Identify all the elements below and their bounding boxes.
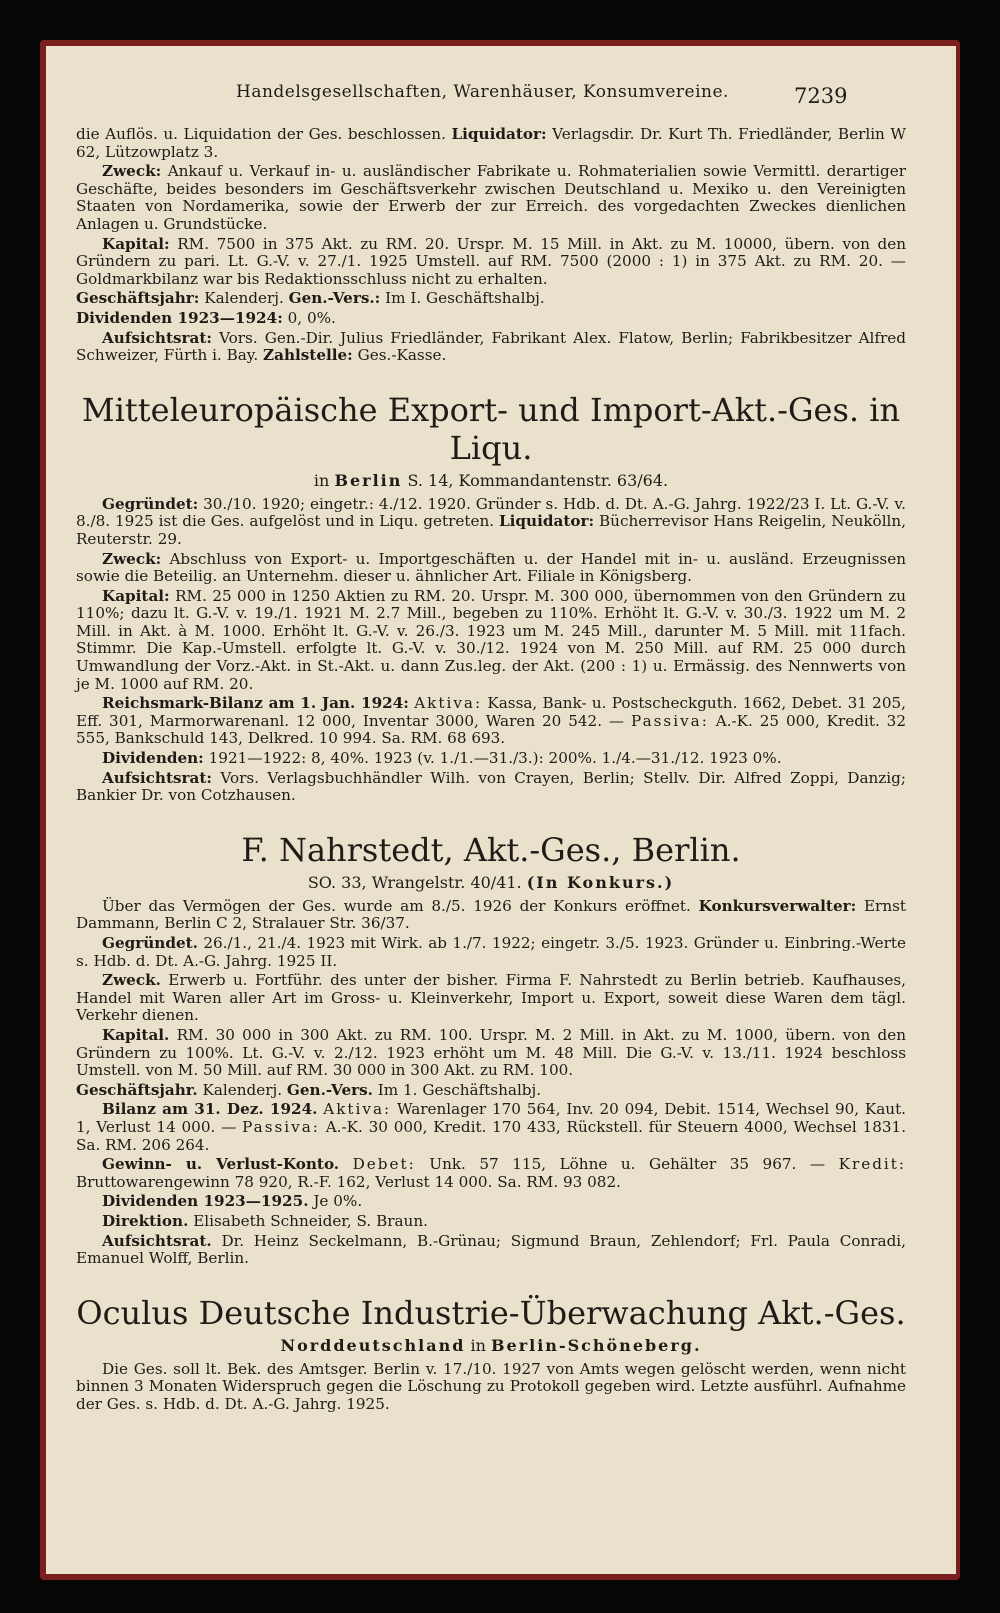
entry-nahrstedt xyxy=(76,831,906,1268)
book-page xyxy=(46,46,956,1574)
geschaeftsjahr-paragraph xyxy=(76,290,906,308)
zweck-paragraph xyxy=(76,163,906,233)
company-title: F. Nahrstedt, Akt.-Ges., Berlin. xyxy=(241,830,741,869)
address-in: in xyxy=(313,470,330,490)
bilanz-label: Reichsmark-Bilanz am 1. Jan. 1924: xyxy=(102,694,409,713)
debet-text: Unk. 57 115, Löhne u. Gehälter 35 967. — xyxy=(429,1155,826,1174)
gegruendet-label: Gegründet: xyxy=(102,494,199,513)
aktiva-text: Warenlager 170 564, Inv. 20 094, Debit. 1514, Wechsel 90, Kaut. 1, Verlust 14 000. — xyxy=(76,1100,907,1136)
kapital-label: Kapital. xyxy=(102,1025,170,1044)
aufsichtsrat-paragraph xyxy=(76,1233,906,1268)
entry-mitteleuropaeische xyxy=(76,391,906,805)
passiva-text: A.-K. 25 000, Kredit. 32 555, Bankschuld 143, Delkred. 10 994. Sa. RM. 68 693. xyxy=(76,711,907,748)
aufsichtsrat-text: Vors. Gen.-Dir. Julius Friedländer, Fabrikant Alex. Flatow, Berlin; Fabrikbesitzer Alfred Schweizer, Fürth i. Bay. xyxy=(76,328,907,365)
guv-paragraph xyxy=(76,1156,906,1191)
page-header xyxy=(46,82,956,112)
zweck-text: Erwerb u. Fortführ. des unter der bisher. Firma F. Nahrstedt zu Berlin betrieb. Kaufhauses, Handel mit Waren aller Art im Gross- u. Kleinverkehr, Import u. Export, soweit diese Waren dem tägl. Verkehr dienen. xyxy=(76,971,906,1025)
konkurs-paragraph xyxy=(76,898,906,933)
aktiva-text: Kassa, Bank- u. Postscheckguth. 1662, Debet. 31 205, Eff. 301, Marmorwarenanl. 12 000, Inventar 3000, Waren 20 542. — xyxy=(76,694,906,730)
company-title: Oculus Deutsche Industrie-Überwachung Akt.-Ges. xyxy=(76,1293,906,1332)
aufsichtsrat-paragraph xyxy=(76,770,906,805)
dividenden-text: 1921—1922: 8, 40%. 1923 (v. 1./1.—31./3.): 200%. 1./4.—31./12. 1923 0%. xyxy=(208,749,782,768)
kapital-label: Kapital: xyxy=(102,586,170,605)
liquidator-label: Liquidator: xyxy=(451,125,547,143)
direktion-paragraph xyxy=(76,1213,906,1231)
bilanz-label: Bilanz am 31. Dez. 1924. xyxy=(102,1100,318,1119)
zweck-text: Ankauf u. Verkauf in- u. ausländischer Fabrikate u. Rohmaterialien sowie Vermittl. derartiger Geschäfte, beides besonders im Geschäftsverkehr zwischen Deutschland u. Mexiko u. den Vereinigten Staaten von Nordamerika, sowie der Erwerb der zur Erreich. des vorgedachten Zweckes dienlichen Anlagen u. Grundstücke. xyxy=(76,162,906,233)
address-region: Norddeutschland xyxy=(280,1335,466,1355)
company-title: Mitteleuropäische Export- und Import-Akt.-Ges. in Liqu. xyxy=(81,390,901,467)
gegruendet-label: Gegründet. xyxy=(102,934,198,952)
dividenden-paragraph xyxy=(76,310,906,328)
konkursverwalter-label: Konkursverwalter: xyxy=(698,896,857,915)
entry-continued xyxy=(76,126,906,365)
aufsichtsrat-label: Aufsichtsrat: xyxy=(102,768,212,787)
zweck-label: Zweck: xyxy=(102,162,162,181)
geschaeftsjahr-label: Geschäftsjahr: xyxy=(76,289,200,308)
address-in: in xyxy=(470,1335,486,1355)
company-address xyxy=(76,1336,906,1355)
kapital-paragraph xyxy=(76,1027,906,1080)
kapital-text: RM. 7500 in 375 Akt. zu RM. 20. Urspr. M. 15 Mill. in Akt. zu M. 10000, übern. von den Gründern zu pari. Lt. G.-V. v. 27./1. 1925 Umstell. auf RM. 7500 (2000 : 1) in 375 Akt. zu RM. 20. — Goldmarkbilanz war bis Redaktionsschluss nicht zu erhalten. xyxy=(76,234,907,288)
dividenden-paragraph xyxy=(76,1193,906,1211)
geschaeftsjahr-text: Kalenderj. xyxy=(204,289,284,308)
company-address xyxy=(76,471,906,490)
zweck-text: Abschluss von Export- u. Importgeschäften u. der Handel mit in- u. ausländ. Erzeugnissen sowie die Beteilig. an Unternehm. dieser u. ähnlicher Art. Filiale in Königsberg. xyxy=(76,549,906,586)
liquidator-text: Bücherrevisor Hans Reigelin, Neukölln, Reuterstr. 29. xyxy=(76,512,907,548)
geschaeftsjahr-label: Geschäftsjahr. xyxy=(76,1080,198,1099)
bilanz-paragraph xyxy=(76,1101,906,1154)
zweck-paragraph xyxy=(76,551,906,586)
page-number: 7239 xyxy=(794,84,848,108)
gegruendet-paragraph xyxy=(76,496,906,549)
geschaeftsjahr-text: Kalenderj. xyxy=(202,1080,283,1099)
dividenden-text: 0, 0%. xyxy=(287,308,336,327)
genvers-label: Gen.-Vers.: xyxy=(288,289,381,308)
aufsichtsrat-label: Aufsichtsrat: xyxy=(102,328,212,347)
address-city: Berlin xyxy=(334,470,403,490)
dividenden-label: Dividenden 1923—1924: xyxy=(76,308,283,327)
aktiva-label: Aktiva: xyxy=(323,1100,392,1119)
aufsichtsrat-paragraph xyxy=(76,330,906,365)
direktion-label: Direktion. xyxy=(102,1211,189,1230)
kapital-text: RM. 30 000 in 300 Akt. zu RM. 100. Urspr. M. 2 Mill. in Akt. zu M. 1000, übern. von den Gründern zu 100%. Lt. G.-V. v. 2./12. 1923 erhöht um M. 48 Mill. Die G.-V. v. 13./11. 1924 beschloss Umstell. von M. 50 Mill. auf RM. 30 000 in 300 Akt. zu RM. 100. xyxy=(76,1025,907,1080)
konkurs-text: Über das Vermögen der Ges. wurde am 8./5. 1926 der Konkurs eröffnet. xyxy=(102,896,691,915)
kapital-paragraph xyxy=(76,588,906,694)
liquidation-text: die Auflös. u. Liquidation der Ges. beschlossen. xyxy=(76,125,446,143)
address-city: Berlin-Schöneberg. xyxy=(491,1335,702,1355)
loeschung-paragraph xyxy=(76,1361,906,1414)
dividenden-label: Dividenden: xyxy=(102,749,204,768)
kapital-label: Kapital: xyxy=(102,234,170,253)
aufsichtsrat-text: Vors. Verlagsbuchhändler Wilh. von Crayen, Berlin; Stellv. Dir. Alfred Zoppi, Danzig; Bankier Dr. von Cotzhausen. xyxy=(76,768,906,805)
debet-label: Debet: xyxy=(352,1155,416,1174)
genvers-label: Gen.-Vers. xyxy=(286,1080,373,1099)
page-content xyxy=(76,126,906,1415)
zahlstelle-text: Ges.-Kasse. xyxy=(357,346,447,365)
dividenden-paragraph xyxy=(76,750,906,768)
dividenden-text: Je 0%. xyxy=(313,1192,363,1211)
guv-label: Gewinn- u. Verlust-Konto. xyxy=(102,1155,340,1174)
address-street: S. 14, Kommandantenstr. 63/64. xyxy=(407,470,669,490)
entry-oculus xyxy=(76,1294,906,1414)
konkursverwalter-text: Ernst Dammann, Berlin C 2, Stralauer Str. 36/37. xyxy=(76,896,906,933)
kredit-label: Kredit: xyxy=(838,1155,907,1174)
company-address xyxy=(76,873,906,892)
liquidator-label: Liquidator: xyxy=(498,512,595,531)
address-street: SO. 33, Wrangelstr. 40/41. xyxy=(307,872,522,892)
kredit-text: Bruttowarengewinn 78 920, R.-F. 162, Verlust 14 000. Sa. RM. 93 082. xyxy=(76,1172,621,1191)
konkurs-status: (In Konkurs.) xyxy=(526,872,675,892)
running-head: Handelsgesellschaften, Warenhäuser, Konsumvereine. xyxy=(236,82,729,102)
kapital-paragraph xyxy=(76,236,906,289)
genvers-text: Im 1. Geschäftshalbj. xyxy=(377,1080,542,1099)
gegruendet-text: 30./10. 1920; eingetr.: 4./12. 1920. Gründer s. Hdb. d. Dt. A.-G. Jahrg. 1922/23 I. Lt. G.-V. v. 8./8. 1925 ist die Ges. aufgelöst und in Liqu. getreten. xyxy=(76,494,907,531)
zweck-label: Zweck. xyxy=(102,971,161,990)
dividenden-label: Dividenden 1923—1925. xyxy=(102,1192,309,1211)
liquidation-paragraph xyxy=(76,126,906,161)
zahlstelle-label: Zahlstelle: xyxy=(263,346,353,365)
aufsichtsrat-text: Dr. Heinz Seckelmann, B.-Grünau; Sigmund Braun, Zehlendorf; Frl. Paula Conradi, Emanuel Wolff, Berlin. xyxy=(76,1231,906,1268)
liquidator-text: Verlagsdir. Dr. Kurt Th. Friedländer, Berlin W 62, Lützowplatz 3. xyxy=(76,125,907,161)
geschaeftsjahr-paragraph xyxy=(76,1082,906,1100)
passiva-label: Passiva: xyxy=(631,711,709,730)
loeschung-text: Die Ges. soll lt. Bek. des Amtsger. Berlin v. 17./10. 1927 von Amts wegen gelöscht werden, wenn nicht binnen 3 Monaten Widerspruch gegen die Löschung zu Protokoll gegeben wird. Letzte ausführl. Aufnahme der Ges. s. Hdb. d. Dt. A.-G. Jahrg. 1925. xyxy=(76,1359,906,1413)
aufsichtsrat-label: Aufsichtsrat. xyxy=(102,1231,212,1250)
gegruendet-paragraph xyxy=(76,935,906,970)
passiva-text: A.-K. 30 000, Kredit. 170 433, Rückstell. für Steuern 4000, Wechsel 1831. Sa. RM. 206 264. xyxy=(76,1117,907,1154)
gegruendet-text: 26./1., 21./4. 1923 mit Wirk. ab 1./7. 1922; eingetr. 3./5. 1923. Gründer u. Einbring.-Werte s. Hdb. d. Dt. A.-G. Jahrg. 1925 II. xyxy=(76,934,906,970)
genvers-text: Im I. Geschäftshalbj. xyxy=(385,289,545,308)
zweck-label: Zweck: xyxy=(102,549,162,568)
zweck-paragraph xyxy=(76,972,906,1025)
kapital-text: RM. 25 000 in 1250 Aktien zu RM. 20. Urspr. M. 300 000, übernommen von den Gründern zu 110%; dazu lt. G.-V. v. 19./1. 1921 M. 2.7 Mill., begeben zu 110%. Erhöht lt. G.-V. v. 30./3. 1922 um M. 2 Mill. in Akt. à M. 1000. Erhöht lt. G.-V. v. 26./3. 1923 um M. 245 Mill., darunter M. 5 Mill. mit 11fach. Stimmr. Die Kap.-Umstell. erfolgte lt. G.-V. v. 30./12. 1924 von M. 250 Mill. auf RM. 25 000 durch Umwandlung der Vorz.-Akt. in St.-Akt. u. dann Zus.leg. der Akt. (200 : 1) u. Ermässig. des Nennwerts von je M. 1000 auf RM. 20. xyxy=(76,586,907,693)
passiva-label: Passiva: xyxy=(242,1117,320,1136)
direktion-text: Elisabeth Schneider, S. Braun. xyxy=(193,1211,428,1230)
bilanz-paragraph xyxy=(76,695,906,748)
aktiva-label: Aktiva: xyxy=(414,694,483,713)
